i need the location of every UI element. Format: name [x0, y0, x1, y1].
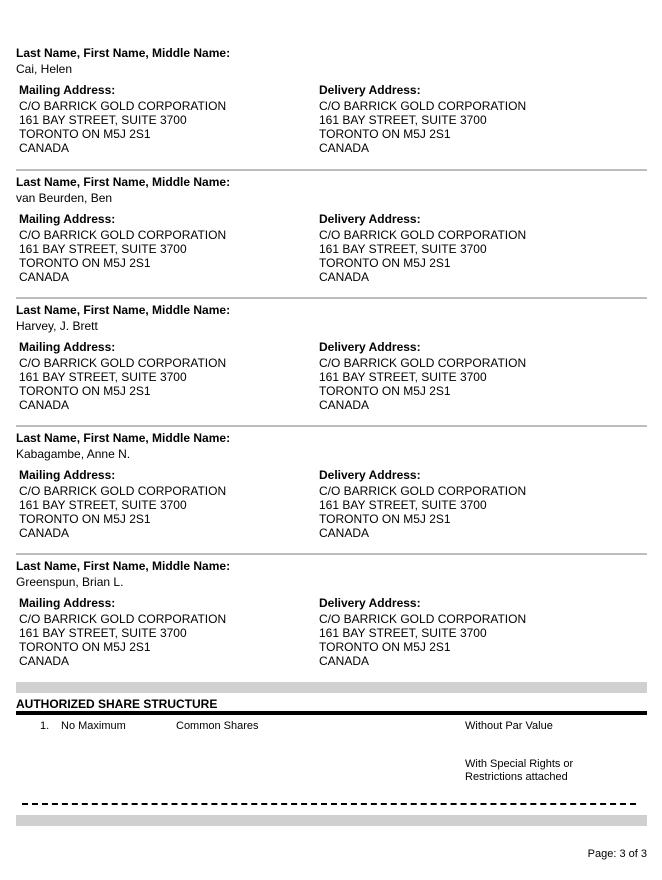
- address-line: C/O BARRICK GOLD CORPORATION: [19, 228, 227, 242]
- director-name: Harvey, J. Brett: [16, 319, 98, 333]
- address-line: 161 BAY STREET, SUITE 3700: [19, 626, 187, 640]
- mailing-address-label: Mailing Address:: [19, 468, 116, 482]
- director-name: Cai, Helen: [16, 62, 73, 76]
- director-name: van Beurden, Ben: [16, 191, 113, 205]
- share-structure-title: AUTHORIZED SHARE STRUCTURE: [16, 697, 218, 711]
- name-label: Last Name, First Name, Middle Name:: [16, 431, 231, 445]
- director-name: Greenspun, Brian L.: [16, 575, 124, 589]
- address-line: C/O BARRICK GOLD CORPORATION: [319, 484, 527, 498]
- address-line: CANADA: [19, 398, 70, 412]
- mailing-address: [19, 212, 299, 284]
- share-item-number: 1.: [40, 720, 50, 732]
- share-class: Common Shares: [176, 720, 259, 732]
- address-line: 161 BAY STREET, SUITE 3700: [319, 113, 487, 127]
- name-label: Last Name, First Name, Middle Name:: [16, 175, 231, 189]
- address-line: CANADA: [19, 654, 70, 668]
- delivery-address-label: Delivery Address:: [319, 340, 421, 354]
- mailing-address-label: Mailing Address:: [19, 596, 116, 610]
- mailing-address: [19, 83, 299, 155]
- address-line: CANADA: [19, 141, 70, 155]
- section-band-bottom: [16, 815, 647, 826]
- mailing-address: [19, 468, 299, 540]
- delivery-address: [319, 596, 599, 668]
- address-line: C/O BARRICK GOLD CORPORATION: [19, 484, 227, 498]
- address-line: CANADA: [319, 270, 370, 284]
- address-line: TORONTO ON M5J 2S1: [19, 127, 151, 141]
- delivery-address-label: Delivery Address:: [319, 596, 421, 610]
- address-line: 161 BAY STREET, SUITE 3700: [319, 498, 487, 512]
- share-rights-note: [465, 758, 625, 784]
- address-line: TORONTO ON M5J 2S1: [19, 384, 151, 398]
- page-number: Page: 3 of 3: [587, 848, 647, 860]
- address-line: 161 BAY STREET, SUITE 3700: [19, 242, 187, 256]
- delivery-address-label: Delivery Address:: [319, 468, 421, 482]
- delivery-address: [319, 468, 599, 540]
- address-line: TORONTO ON M5J 2S1: [19, 512, 151, 526]
- mailing-address: [19, 340, 299, 412]
- share-par-value: Without Par Value: [465, 720, 553, 732]
- address-line: 161 BAY STREET, SUITE 3700: [19, 498, 187, 512]
- address-line: C/O BARRICK GOLD CORPORATION: [19, 99, 227, 113]
- mailing-address: [19, 596, 299, 668]
- address-line: C/O BARRICK GOLD CORPORATION: [319, 228, 527, 242]
- address-line: 161 BAY STREET, SUITE 3700: [319, 626, 487, 640]
- delivery-address: [319, 212, 599, 284]
- share-rights-line: Restrictions attached: [465, 771, 568, 783]
- address-line: TORONTO ON M5J 2S1: [19, 256, 151, 270]
- address-line: TORONTO ON M5J 2S1: [319, 512, 451, 526]
- mailing-address-label: Mailing Address:: [19, 340, 116, 354]
- section-band-top: [16, 682, 647, 693]
- address-line: TORONTO ON M5J 2S1: [319, 256, 451, 270]
- address-line: CANADA: [19, 270, 70, 284]
- address-line: 161 BAY STREET, SUITE 3700: [319, 242, 487, 256]
- record-divider: [16, 553, 647, 555]
- section-rule: [16, 711, 647, 715]
- address-line: 161 BAY STREET, SUITE 3700: [19, 113, 187, 127]
- address-line: TORONTO ON M5J 2S1: [19, 640, 151, 654]
- mailing-address-label: Mailing Address:: [19, 83, 116, 97]
- record-divider: [16, 297, 647, 299]
- address-line: CANADA: [319, 141, 370, 155]
- dashed-divider: [22, 803, 636, 805]
- address-line: CANADA: [19, 526, 70, 540]
- address-line: 161 BAY STREET, SUITE 3700: [19, 370, 187, 384]
- name-label: Last Name, First Name, Middle Name:: [16, 46, 231, 60]
- delivery-address-label: Delivery Address:: [319, 83, 421, 97]
- mailing-address-label: Mailing Address:: [19, 212, 116, 226]
- address-line: TORONTO ON M5J 2S1: [319, 127, 451, 141]
- delivery-address: [319, 340, 599, 412]
- address-line: C/O BARRICK GOLD CORPORATION: [19, 356, 227, 370]
- delivery-address: [319, 83, 599, 155]
- address-line: TORONTO ON M5J 2S1: [319, 384, 451, 398]
- address-line: C/O BARRICK GOLD CORPORATION: [319, 356, 527, 370]
- name-label: Last Name, First Name, Middle Name:: [16, 303, 231, 317]
- address-line: 161 BAY STREET, SUITE 3700: [319, 370, 487, 384]
- name-label: Last Name, First Name, Middle Name:: [16, 559, 231, 573]
- address-line: TORONTO ON M5J 2S1: [319, 640, 451, 654]
- record-divider: [16, 425, 647, 427]
- share-maximum: No Maximum: [61, 720, 126, 732]
- address-line: C/O BARRICK GOLD CORPORATION: [319, 612, 527, 626]
- address-line: CANADA: [319, 398, 370, 412]
- address-line: C/O BARRICK GOLD CORPORATION: [19, 612, 227, 626]
- address-line: C/O BARRICK GOLD CORPORATION: [319, 99, 527, 113]
- delivery-address-label: Delivery Address:: [319, 212, 421, 226]
- address-line: CANADA: [319, 526, 370, 540]
- share-rights-line: With Special Rights or: [465, 758, 574, 770]
- director-name: Kabagambe, Anne N.: [16, 447, 131, 461]
- record-divider: [16, 169, 647, 171]
- address-line: CANADA: [319, 654, 370, 668]
